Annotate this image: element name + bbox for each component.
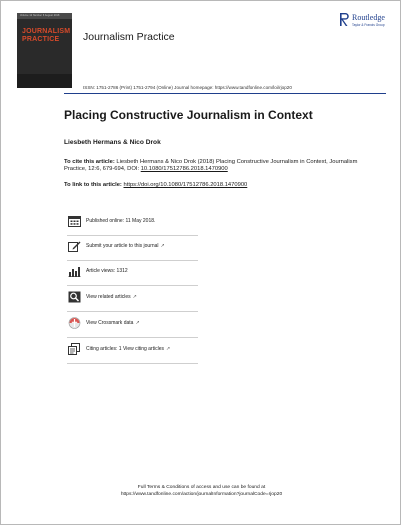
cite-doi-link[interactable]: 10.1080/17512786.2018.1470900 <box>140 166 228 173</box>
cover-top-strip <box>17 13 72 19</box>
submit-article-link[interactable] <box>67 237 202 261</box>
journal-name: Journalism Practice <box>83 31 175 43</box>
cover-strip-text: Volume 12 Number 6 August 2018 <box>20 14 60 17</box>
external-link-icon: ↗ <box>160 243 165 249</box>
external-link-icon: ↗ <box>132 294 137 300</box>
citing-icon <box>68 343 81 355</box>
published-online-text: Published online: 11 May 2018. <box>86 218 156 224</box>
article-views-item <box>67 262 202 286</box>
magnifier-icon <box>68 291 81 303</box>
terms-footer <box>1 484 401 498</box>
cite-text: Liesbeth Hermans & Nico Drok (2018) Placing Constructive Journalism in Context, Journalism Practice, 12:6, 679-694, DOI: <box>64 159 358 173</box>
publisher-name: Routledge <box>352 13 385 22</box>
publisher-tagline: Taylor & Francis Group <box>352 23 385 27</box>
routledge-r-icon <box>339 12 350 27</box>
published-online-item <box>67 212 202 236</box>
submit-pen-icon <box>68 240 81 252</box>
external-link-icon: ↗ <box>135 320 140 326</box>
header-divider <box>64 93 386 94</box>
crossmark-link[interactable] <box>67 314 202 338</box>
citation-block <box>64 159 364 174</box>
issn-line: ISSN: 1751-2786 (Print) 1751-2794 (Online) Journal homepage: https://www.tandfonline.com/loi/rjop20 <box>83 85 292 90</box>
article-doi-link[interactable]: https://doi.org/10.1080/17512786.2018.1470900 <box>123 182 248 188</box>
publisher-logo <box>339 11 393 33</box>
link-label: To link to this article: <box>64 182 122 188</box>
terms-line: Full Terms & Conditions of access and use can be found at <box>137 485 266 490</box>
cover-bottom-band <box>17 74 72 88</box>
citing-articles-text[interactable]: Citing articles: 1 View citing articles ↗ <box>86 346 171 352</box>
journal-cover-thumbnail <box>17 13 72 88</box>
article-link-line <box>64 182 247 188</box>
calendar-icon <box>68 215 81 227</box>
article-views-text: Article views: 1312 <box>86 268 128 274</box>
terms-url[interactable]: https://www.tandfonline.com/action/journalInformation?journalCode=rjop20 <box>120 492 283 497</box>
divider <box>67 235 198 236</box>
citing-articles-link[interactable] <box>67 340 202 364</box>
related-articles-link[interactable] <box>67 288 202 312</box>
divider <box>67 285 198 286</box>
divider <box>67 311 198 312</box>
article-title: Placing Constructive Journalism in Context <box>64 108 313 122</box>
related-articles-text[interactable]: View related articles ↗ <box>86 294 137 300</box>
divider <box>67 363 198 364</box>
divider <box>67 260 198 261</box>
bar-chart-icon <box>68 265 81 277</box>
divider <box>67 337 198 338</box>
cite-label: To cite this article: <box>64 159 115 165</box>
cover-title: JOURNALISM PRACTICE <box>22 28 71 43</box>
submit-article-text[interactable]: Submit your article to this journal ↗ <box>86 243 165 249</box>
crossmark-text[interactable]: View Crossmark data ↗ <box>86 320 140 326</box>
article-authors: Liesbeth Hermans & Nico Drok <box>64 139 161 146</box>
external-link-icon: ↗ <box>166 346 171 352</box>
crossmark-icon <box>68 317 81 329</box>
